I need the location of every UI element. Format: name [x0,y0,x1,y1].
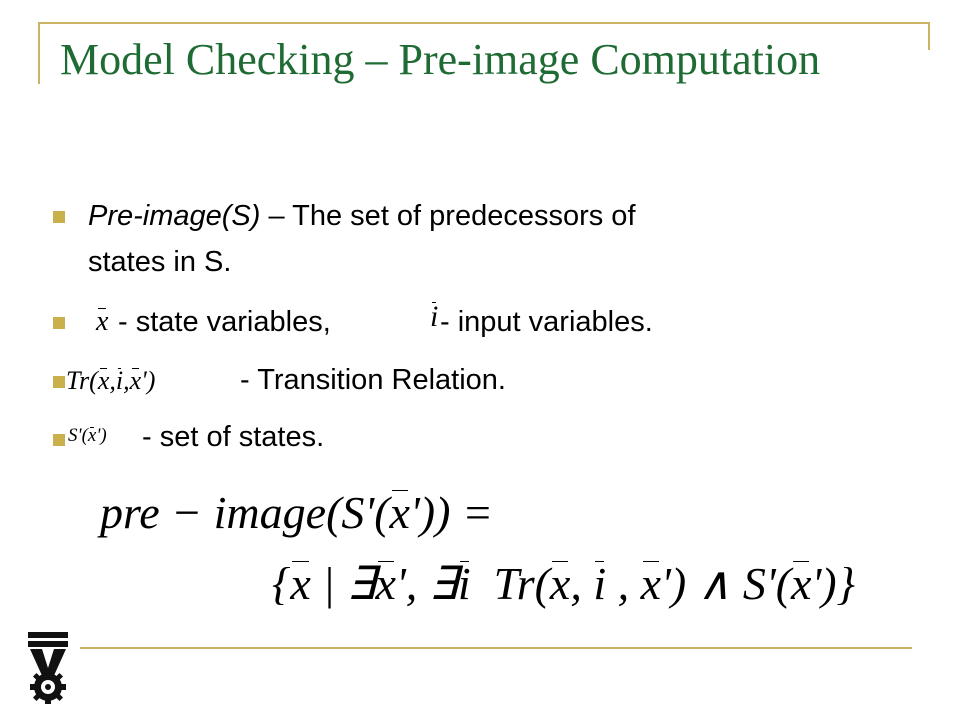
right-frame-line [928,22,930,50]
math-i-bar: i [430,300,439,333]
bullet-marker [53,211,65,223]
transition-relation-text: - Transition Relation. [240,364,506,396]
pre-image-term: Pre-image(S) [88,200,261,232]
top-frame-line [38,22,930,24]
pre-image-formula-line-2: {x | ∃x', ∃i Tr(x, i , x') ∧ S'(x')} [272,558,856,609]
bullet-1-line-1 [88,199,636,234]
set-of-states-text: - set of states. [142,421,325,453]
left-frame-line [38,22,40,84]
bullet-1-line-2: states in S. [88,246,232,278]
footer-line [80,647,912,649]
slide-title: Model Checking – Pre-image Computation [60,35,821,84]
bullet-marker [53,434,65,446]
math-transition-relation: Tr(x,i,x') [66,366,156,395]
input-variables-text: - input variables. [440,306,653,338]
math-x-bar: x [96,306,109,337]
technion-logo-icon [22,630,80,704]
pre-image-formula-line-1: pre − image(S'(x')) = [100,487,493,538]
bullet-marker [53,376,65,388]
state-variables-text: - state variables, [118,306,331,338]
bullet-marker [53,317,65,329]
bullet-1-definition: – The set of predecessors of [260,200,636,232]
math-state-set: S'(x') [68,425,107,446]
